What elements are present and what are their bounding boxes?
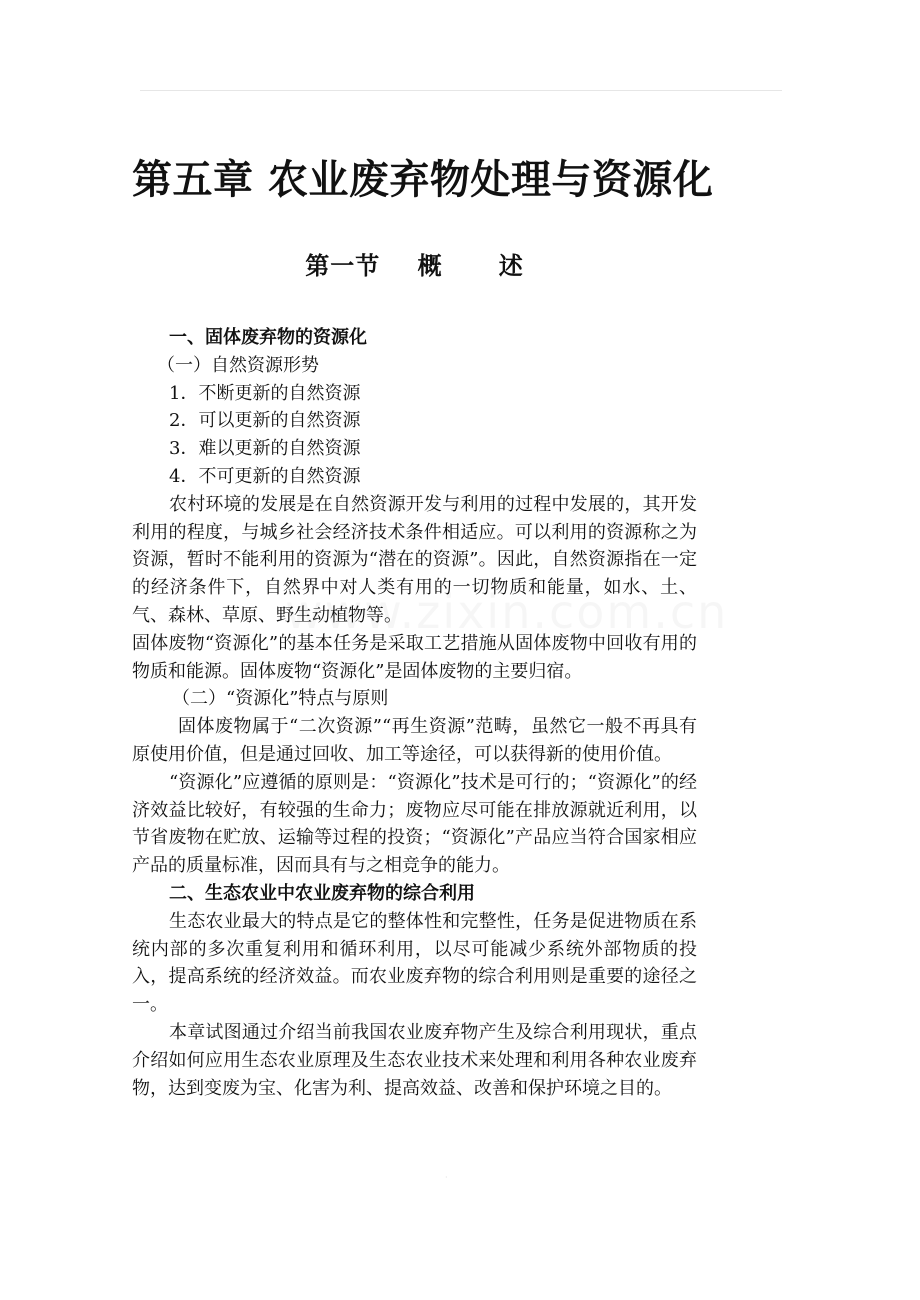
- document-page: [132, 150, 714, 1102]
- list-item: 2．可以更新的自然资源: [169, 410, 361, 432]
- list-item: 3．难以更新的自然资源: [169, 438, 361, 460]
- paragraph: 农村环境的发展是在自然资源开发与利用的过程中发展的，其开发利用的程度，与城乡社会经济技术条件相适应。可以利用的资源称之为资源，暂时不能利用的资源为“潜在的资源”。因此，自然资源指在一定的经济条件下，自然界中对人类有用的一切物质和能量，如水、土、气、森林、草原、野生动植物等。: [132, 493, 697, 626]
- document-body: [132, 324, 697, 1102]
- section-title: 第一节 概 述: [305, 252, 524, 280]
- footer-mark: ·: [445, 1173, 448, 1182]
- paragraph: 本章试图通过介绍当前我国农业废弃物产生及综合利用现状，重点介绍如何应用生态农业原理及生态农业技术来处理和利用各种农业废弃物，达到变废为宝、化害为利、提高效益、改善和保护环境之目的。: [132, 1021, 697, 1099]
- heading-level-2: （一）自然资源形势: [157, 354, 319, 376]
- paragraph: 固体废物属于“二次资源”“再生资源”范畴，虽然它一般不再具有原使用价值，但是通过回收、加工等途径，可以获得新的使用价值。: [132, 716, 697, 765]
- header-rule: [140, 90, 782, 91]
- chapter-title: 第五章 农业废弃物处理与资源化: [132, 157, 714, 203]
- paragraph: 固体废物“资源化”的基本任务是采取工艺措施从固体废物中回收有用的物质和能源。固体废物“资源化”是固体废物的主要归宿。: [132, 632, 697, 682]
- heading-level-1: 二、生态农业中农业废弃物的综合利用: [169, 882, 475, 904]
- paragraph: 生态农业最大的特点是它的整体性和完整性，任务是促进物质在系统内部的多次重复利用和循环利用，以尽可能减少系统外部物质的投入，提高系统的经济效益。而农业废弃物的综合利用则是重要的途径之一。: [132, 910, 697, 1016]
- heading-level-2: （二）“资源化”特点与原则: [172, 688, 389, 710]
- list-item: 1．不断更新的自然资源: [169, 382, 361, 404]
- heading-level-1: 一、固体废弃物的资源化: [169, 327, 367, 348]
- list-item: 4．不可更新的自然资源: [169, 465, 361, 487]
- paragraph: “资源化”应遵循的原则是：“资源化”技术是可行的；“资源化”的经济效益比较好，有较强的生命力；废物应尽可能在排放源就近利用，以节省废物在贮放、运输等过程的投资；“资源化”产品应当符合国家相应产品的质量标准，因而具有与之相竞争的能力。: [132, 771, 697, 877]
